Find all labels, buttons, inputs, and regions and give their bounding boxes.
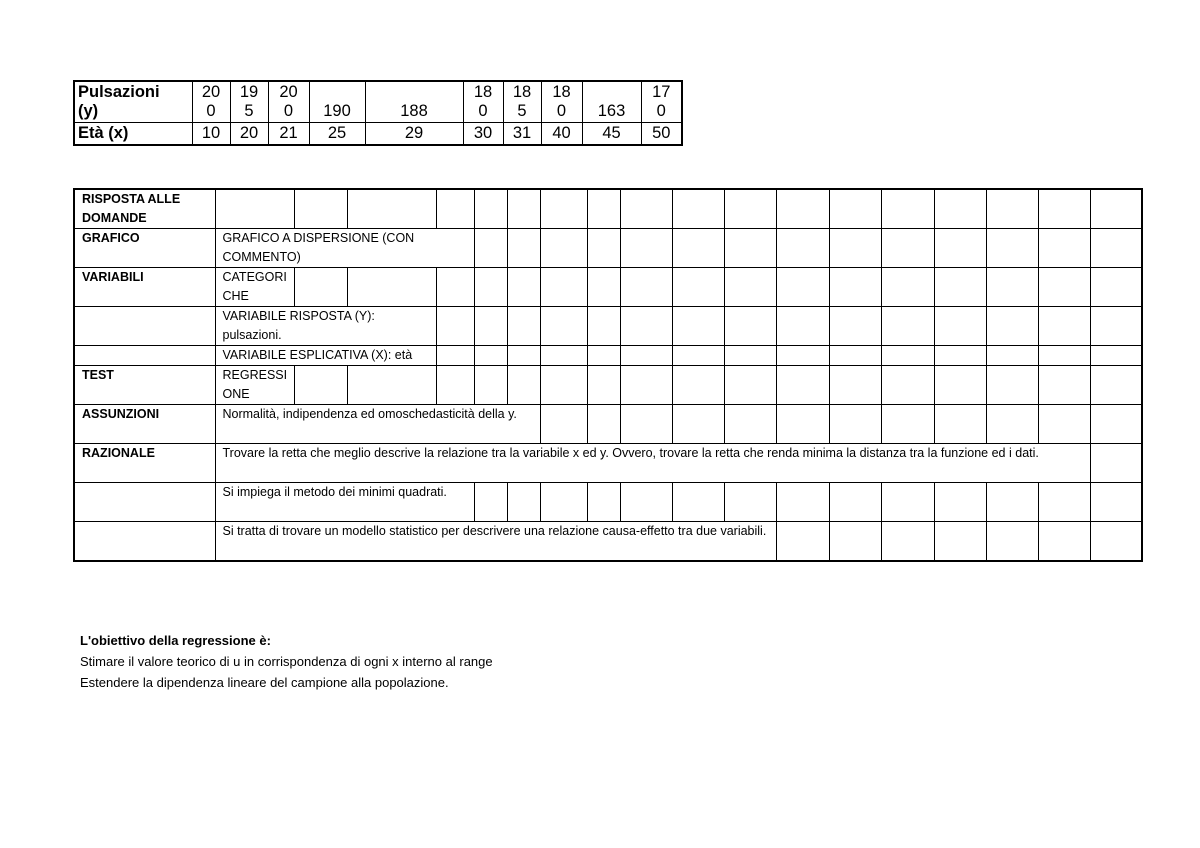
cell-eta-2: 20: [230, 123, 268, 146]
value-esplicativa-x: VARIABILE ESPLICATIVA (X): età: [215, 346, 436, 366]
row-grafico: [74, 229, 1142, 268]
row-modello: [74, 522, 1142, 561]
row-metodo: [74, 483, 1142, 522]
value-razionale: Trovare la retta che meglio descrive la relazione tra la variabile x ed y. Ovvero, trovare la retta che renda minima la distanza tra la funzione ed i dati.: [215, 444, 1090, 483]
cell-pulsazioni-7: 18 5: [503, 81, 541, 123]
row-razionale: [74, 444, 1142, 483]
cell-eta-10: 50: [641, 123, 682, 146]
value-risposta-y: VARIABILE RISPOSTA (Y): pulsazioni.: [215, 307, 436, 346]
label-line: Pulsazioni: [78, 83, 160, 101]
cell-pulsazioni-4: 190: [309, 81, 365, 123]
row-label-pulsazioni: [74, 81, 192, 123]
cell-eta-8: 40: [541, 123, 582, 146]
cell-eta-1: 10: [192, 123, 230, 146]
cell-eta-7: 31: [503, 123, 541, 146]
label-variabili: VARIABILI: [74, 268, 215, 307]
cell-pulsazioni-3: 20 0: [268, 81, 309, 123]
table-row-pulsazioni: [74, 81, 682, 123]
row-assunzioni: [74, 405, 1142, 444]
row-risposta: [74, 189, 1142, 229]
cell-pulsazioni-5: 188: [365, 81, 463, 123]
cell-pulsazioni-8: 18 0: [541, 81, 582, 123]
value-assunzioni: Normalità, indipendenza ed omoschedasticità della y.: [215, 405, 540, 444]
notes-title: L'obiettivo della regressione è:: [80, 633, 271, 648]
cell-pulsazioni-2: 19 5: [230, 81, 268, 123]
value-grafico: GRAFICO A DISPERSIONE (CON COMMENTO): [215, 229, 474, 268]
row-label-eta: Età (x): [74, 123, 192, 146]
notes-line-2: Estendere la dipendenza lineare del campione alla popolazione.: [80, 675, 449, 690]
data-table: [73, 80, 683, 146]
value-metodo: Si impiega il metodo dei minimi quadrati.: [215, 483, 474, 522]
cell-pulsazioni-10: 17 0: [641, 81, 682, 123]
cell-pulsazioni-9: 163: [582, 81, 641, 123]
cell-eta-5: 29: [365, 123, 463, 146]
cell-pulsazioni-6: 18 0: [463, 81, 503, 123]
notes-line-1: Stimare il valore teorico di u in corrispondenza di ogni x interno al range: [80, 654, 493, 669]
row-risposta-y: [74, 307, 1142, 346]
label-test: TEST: [74, 366, 215, 405]
row-esplicativa-x: [74, 346, 1142, 366]
value-test: REGRESSIONE: [215, 366, 294, 405]
value-variabili: CATEGORICHE: [215, 268, 294, 307]
label-grafico: GRAFICO: [74, 229, 215, 268]
label-assunzioni: ASSUNZIONI: [74, 405, 215, 444]
cell-eta-4: 25: [309, 123, 365, 146]
cell-eta-3: 21: [268, 123, 309, 146]
heading-risposta: RISPOSTA ALLE DOMANDE: [74, 189, 215, 229]
cell-eta-6: 30: [463, 123, 503, 146]
cell-eta-9: 45: [582, 123, 641, 146]
cell-pulsazioni-1: 20 0: [192, 81, 230, 123]
row-variabili: [74, 268, 1142, 307]
row-test: [74, 366, 1142, 405]
table-row-eta: [74, 123, 682, 146]
label-razionale: RAZIONALE: [74, 444, 215, 483]
notes-block: [80, 630, 493, 693]
answers-table: [73, 188, 1143, 562]
value-modello: Si tratta di trovare un modello statistico per descrivere una relazione causa-effetto tra due variabili.: [215, 522, 776, 561]
label-line: (y): [78, 102, 99, 120]
